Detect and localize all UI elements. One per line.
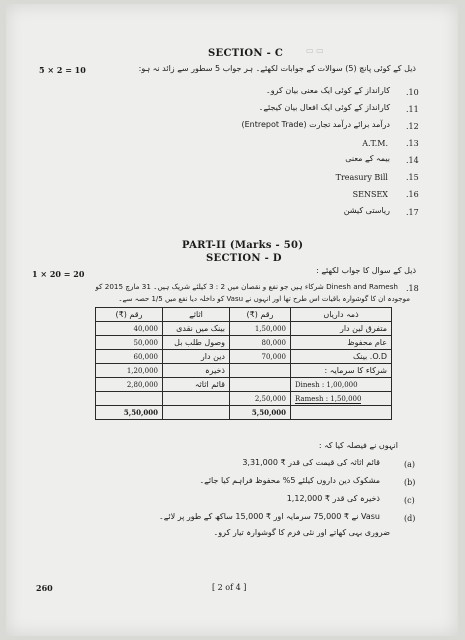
liability-cell [291,392,392,406]
question-18-line-2: موجودہ ان کا گوشوارہ باقیات اس طرح تھا اور انہوں نے Vasu کو داخلہ دیا نفع میں 1/5 حصہ سے۔ [118,295,410,303]
question-text: درآمد برائے درآمد تجارت (Entrepot Trade) [241,120,390,129]
asset-amount-cell: 40,000 [96,322,163,336]
page-number: [ 2 of 4 ] [212,583,247,592]
header-liabilities: ذمہ داریاں [291,308,392,322]
asset-cell: وصول طلب بل [163,336,230,350]
liability-amount-cell [230,378,291,392]
liability-cell: O.D. بینک [291,350,392,364]
table-row [96,392,392,406]
section-d-instruction: ذیل کے سوال کا جواب لکھئے : [316,266,416,275]
table-row [96,336,392,350]
question-number: .10 [406,88,419,97]
asset-cell: ذخیرہ [163,364,230,378]
question-18-line-1: Dinesh and Ramesh شرکاء ہیں جو نفع و نقصان میں 2 : 3 کیلئے شریک ہیں۔ 31 مارچ 2015 کو [95,282,398,291]
question-text: SENSEX [352,190,388,199]
liabilities-total-label [291,406,392,420]
table-header-row [96,308,392,322]
header-amount-liabilities: رقم (₹) [230,308,291,322]
question-number: .18 [406,284,419,293]
asset-amount-cell: 50,000 [96,336,163,350]
closing-instruction: ضروری بہی کھاتے اور نئی فرم کا گوشوارہ تیار کرو۔ [213,528,390,537]
paper-code: 260 [36,583,53,593]
condition-text: Vasu نے ₹ 75,000 سرمایہ اور ₹ 15,000 ساکھ کے طور پر لائے۔ [159,512,380,521]
condition-label: (d) [404,514,416,523]
table-row [96,350,392,364]
question-text: Treasury Bill [335,173,388,182]
question-text: ریاستی کیشن [343,206,390,215]
conditions-intro: انہوں نے فیصلہ کیا کہ : [318,441,398,450]
question-number: .12 [406,122,419,131]
section-c-title: SECTION - C [208,48,284,59]
table-row [96,378,392,392]
section-c-marks: 5 × 2 = 10 [39,65,86,75]
question-text: کارانداز کے کوئی ایک معنی بیان کرو۔ [266,86,390,95]
header-amount-assets: رقم (₹) [96,308,163,322]
bleed-through-text: ▭ ▭ [306,46,324,55]
assets-total-label [163,406,230,420]
liability-amount-cell: 70,000 [230,350,291,364]
liability-cell: شرکاء کا سرمایہ : [291,364,392,378]
condition-text: ذخیرہ کی قدر ₹ 1,12,000 [286,494,380,503]
liability-amount-cell [230,364,291,378]
ramesh-capital-text: Ramesh : 1,50,000 [295,394,362,403]
section-d-title: SECTION - D [206,253,282,264]
question-text: بیمہ کے معنی [345,154,390,163]
section-c-instruction: ذیل کے کوئی پانچ (5) سوالات کے جوابات لکھئے۔ ہر جواب 5 سطور سے زائد نہ ہو: [138,64,416,73]
question-number: .15 [406,173,419,182]
section-d-marks: 1 × 20 = 20 [32,269,85,279]
asset-amount-cell [96,392,163,406]
exam-page [6,4,458,636]
question-number: .14 [406,156,419,165]
question-text: کارانداز کے کوئی ایک افعال بیان کیجئے۔ [258,103,390,112]
liability-amount-cell: 1,50,000 [230,322,291,336]
liability-amount-cell: 2,50,000 [230,392,291,406]
asset-cell: قائم اثاثہ [163,378,230,392]
asset-amount-cell: 1,20,000 [96,364,163,378]
assets-total: 5,50,000 [96,406,163,420]
table-row [96,322,392,336]
asset-amount-cell: 60,000 [96,350,163,364]
condition-text: قائم اثاثہ کی قیمت کی قدر ₹ 3,31,000 [242,458,380,467]
asset-amount-cell: 2,80,000 [96,378,163,392]
part-two-title: PART-II (Marks - 50) [182,240,304,251]
condition-text: مشکوک دین داروں کیلئے 5% محفوظ فراہم کیا جائے۔ [199,476,380,485]
liability-cell: عام محفوظ [291,336,392,350]
asset-cell: بینک میں نقدی [163,322,230,336]
header-assets: اثاثے [163,308,230,322]
liability-amount-cell: 80,000 [230,336,291,350]
condition-label: (a) [404,460,416,469]
question-number: .13 [406,139,419,148]
condition-label: (b) [404,478,416,487]
liabilities-total: 5,50,000 [230,406,291,420]
condition-label: (c) [404,496,415,505]
asset-cell [163,392,230,406]
asset-cell: دین دار [163,350,230,364]
question-text: A.T.M. [362,139,388,148]
question-number: .11 [406,105,419,114]
balance-sheet-table [95,307,392,420]
table-row [96,364,392,378]
liability-cell: متفرق لین دار [291,322,392,336]
question-number: .17 [406,208,419,217]
liability-cell: Dinesh : 1,00,000 [291,378,392,392]
table-total-row [96,406,392,420]
question-number: .16 [406,190,419,199]
